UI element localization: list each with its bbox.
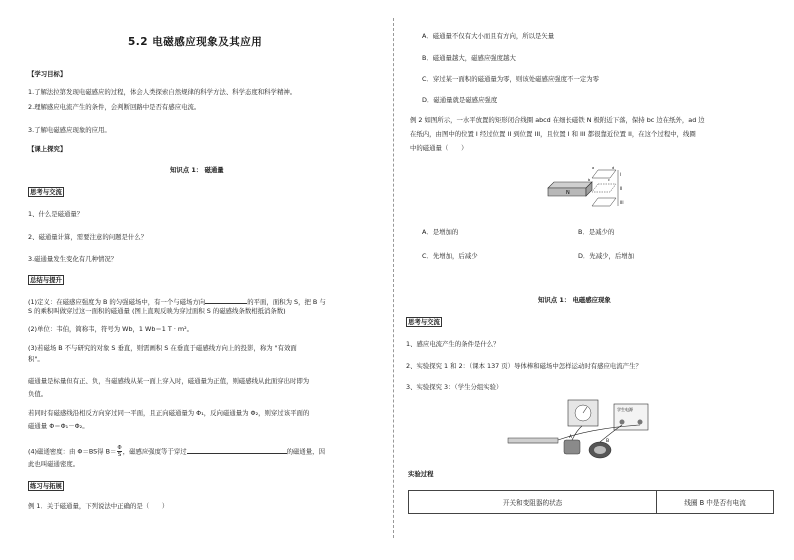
sign-line-1: 磁通量是标量但有正、负，当磁感线从某一面上穿入时，磁通量为正值，则磁感线从此面穿出时即为: [28, 377, 310, 385]
definition-line-1: (1)定义：在磁感应强度为 B 的匀强磁场中，有一个与磁场方向 的平面，面积为 S，把 B 与: [28, 298, 326, 306]
position-i-label: I: [620, 172, 622, 177]
goals-header: 【学习目标】: [28, 70, 67, 78]
definition-line-2: S 的乘积叫做穿过这一面积的磁通量 (图上直观反映为穿过面积 S 的磁感线条数相抵消条数): [28, 307, 286, 315]
question-r2: 2、实验探究 1 和 2：（课本 137 页）导体棒和磁场中怎样运动时有感应电流产生？: [406, 362, 642, 370]
question-2: 2、磁通量计算，需要注意的问题是什么？: [28, 233, 148, 241]
kp1-title: 知识点 1： 磁通量: [170, 166, 224, 174]
blank-field: [205, 296, 247, 304]
sign-line-2: 负值。: [28, 390, 48, 398]
blank-field: [187, 446, 287, 454]
fraction-numerator: Φ: [117, 445, 122, 451]
corner-d-label: d: [612, 166, 615, 170]
experiment-table: [408, 490, 774, 514]
page-title: 5.2 电磁感应现象及其应用: [128, 36, 263, 48]
example-1: 例 1．关于磁通量，下列说法中正确的是（ ）: [28, 502, 169, 510]
goal-2: 2.理解感应电流产生的条件，会判断回路中是否有感应电流。: [28, 103, 201, 111]
corner-a-label: a: [592, 166, 595, 170]
goal-3: 3.了解电磁感应现象的应用。: [28, 126, 111, 134]
corner-c-label: c: [608, 178, 610, 182]
kp2-title: 知识点 1： 电磁感应现象: [538, 296, 611, 304]
question-r1: 1、感应电流产生的条件是什么？: [406, 340, 500, 348]
density-line-2: 此也叫磁通密度。: [28, 460, 80, 468]
fraction-denominator: S: [117, 452, 122, 458]
option-2c: C．先增加，后减少: [422, 252, 478, 260]
goal-1: 1.了解法拉第发现电磁感应的过程，体会人类探索自然规律的科学方法、科学态度和科学精神。: [28, 88, 297, 96]
position-iii-label: III: [620, 200, 624, 205]
explore-header: 【课上探究】: [28, 145, 67, 153]
table-row: [409, 491, 774, 514]
left-column: [24, 0, 386, 560]
table-header-current: 线圈 B 中是否有电流: [657, 491, 774, 514]
example-2-line-1: 例 2 如图所示，一水平放置的矩形闭合线圈 abcd 在细长磁铁 N 极附近下落，保持 bc 边在纸外，ad 边: [410, 116, 705, 124]
example-2-line-3: 中的磁通量（ ）: [410, 144, 468, 152]
option-2b: B．是减少的: [578, 228, 615, 236]
practice-label: 练习与拓展: [30, 482, 62, 490]
question-r3: 3、实验探究 3：（学生分组实验）: [406, 383, 503, 391]
net-flux-line-2: 磁通量 Φ＝Φ₁－Φ₂。: [28, 422, 89, 430]
experiment-apparatus: [502, 398, 652, 466]
corner-b-label: b: [588, 178, 591, 182]
coil-b-label: B: [606, 439, 610, 444]
option-2a: A．是增加的: [422, 228, 459, 236]
question-1: 1、什么是磁通量？: [28, 210, 84, 218]
position-ii-label: II: [620, 186, 623, 191]
column-divider: [393, 18, 394, 538]
magnet-n-label: N: [566, 190, 570, 196]
option-1a: A．磁通量不仅有大小而且有方向，所以是矢量: [422, 32, 555, 40]
projection-line-2: 积"。: [28, 355, 44, 363]
process-title: 实验过程: [408, 470, 434, 478]
option-1d: D．磁通量就是磁感应强度: [422, 96, 498, 104]
magnet-coil-figure: [546, 162, 628, 218]
power-supply-label: 学生电源: [617, 407, 633, 412]
coil-a-label: A: [569, 435, 573, 440]
example-2-line-2: 在纸内，由图中的位置 I 经过位置 II 到位置 III，且位置 I 和 III 都很靠近位置 II，在这个过程中，线圈: [410, 130, 696, 138]
unit-line: (2)单位：韦伯，简称韦，符号为 Wb，1 Wb＝1 T · m²。: [28, 325, 194, 333]
option-1c: C．穿过某一面积的磁通量为零，则该处磁感应强度不一定为零: [422, 75, 600, 83]
question-3: 3.磁通量发生变化有几种情况？: [28, 255, 118, 263]
option-2d: D．先减少，后增加: [578, 252, 635, 260]
table-header-state: 开关和变阻器的状态: [409, 491, 657, 514]
option-1b: B．磁通量越大，磁感应强度越大: [422, 54, 516, 62]
right-column: [402, 0, 774, 560]
think-label-2: 思考与交流: [408, 318, 440, 326]
think-label: 思考与交流: [30, 188, 62, 196]
net-flux-line-1: 若同时有磁感线沿相反方向穿过同一平面，且正向磁通量为 Φ₁，反向磁通量为 Φ₂，则穿过该平面的: [28, 409, 310, 417]
projection-line-1: (3)若磁场 B 不与研究的对象 S 垂直，则需画积 S 在垂直于磁感线方向上的投影，称为 "有效面: [28, 344, 297, 352]
density-line-1: (4)磁通密度：由 Φ＝BS得 B＝ $\frac{\Phi}{S}$ ，磁感应强度等于穿过 的磁通量，因: [28, 445, 325, 458]
summary-label: 总结与提升: [30, 276, 62, 284]
